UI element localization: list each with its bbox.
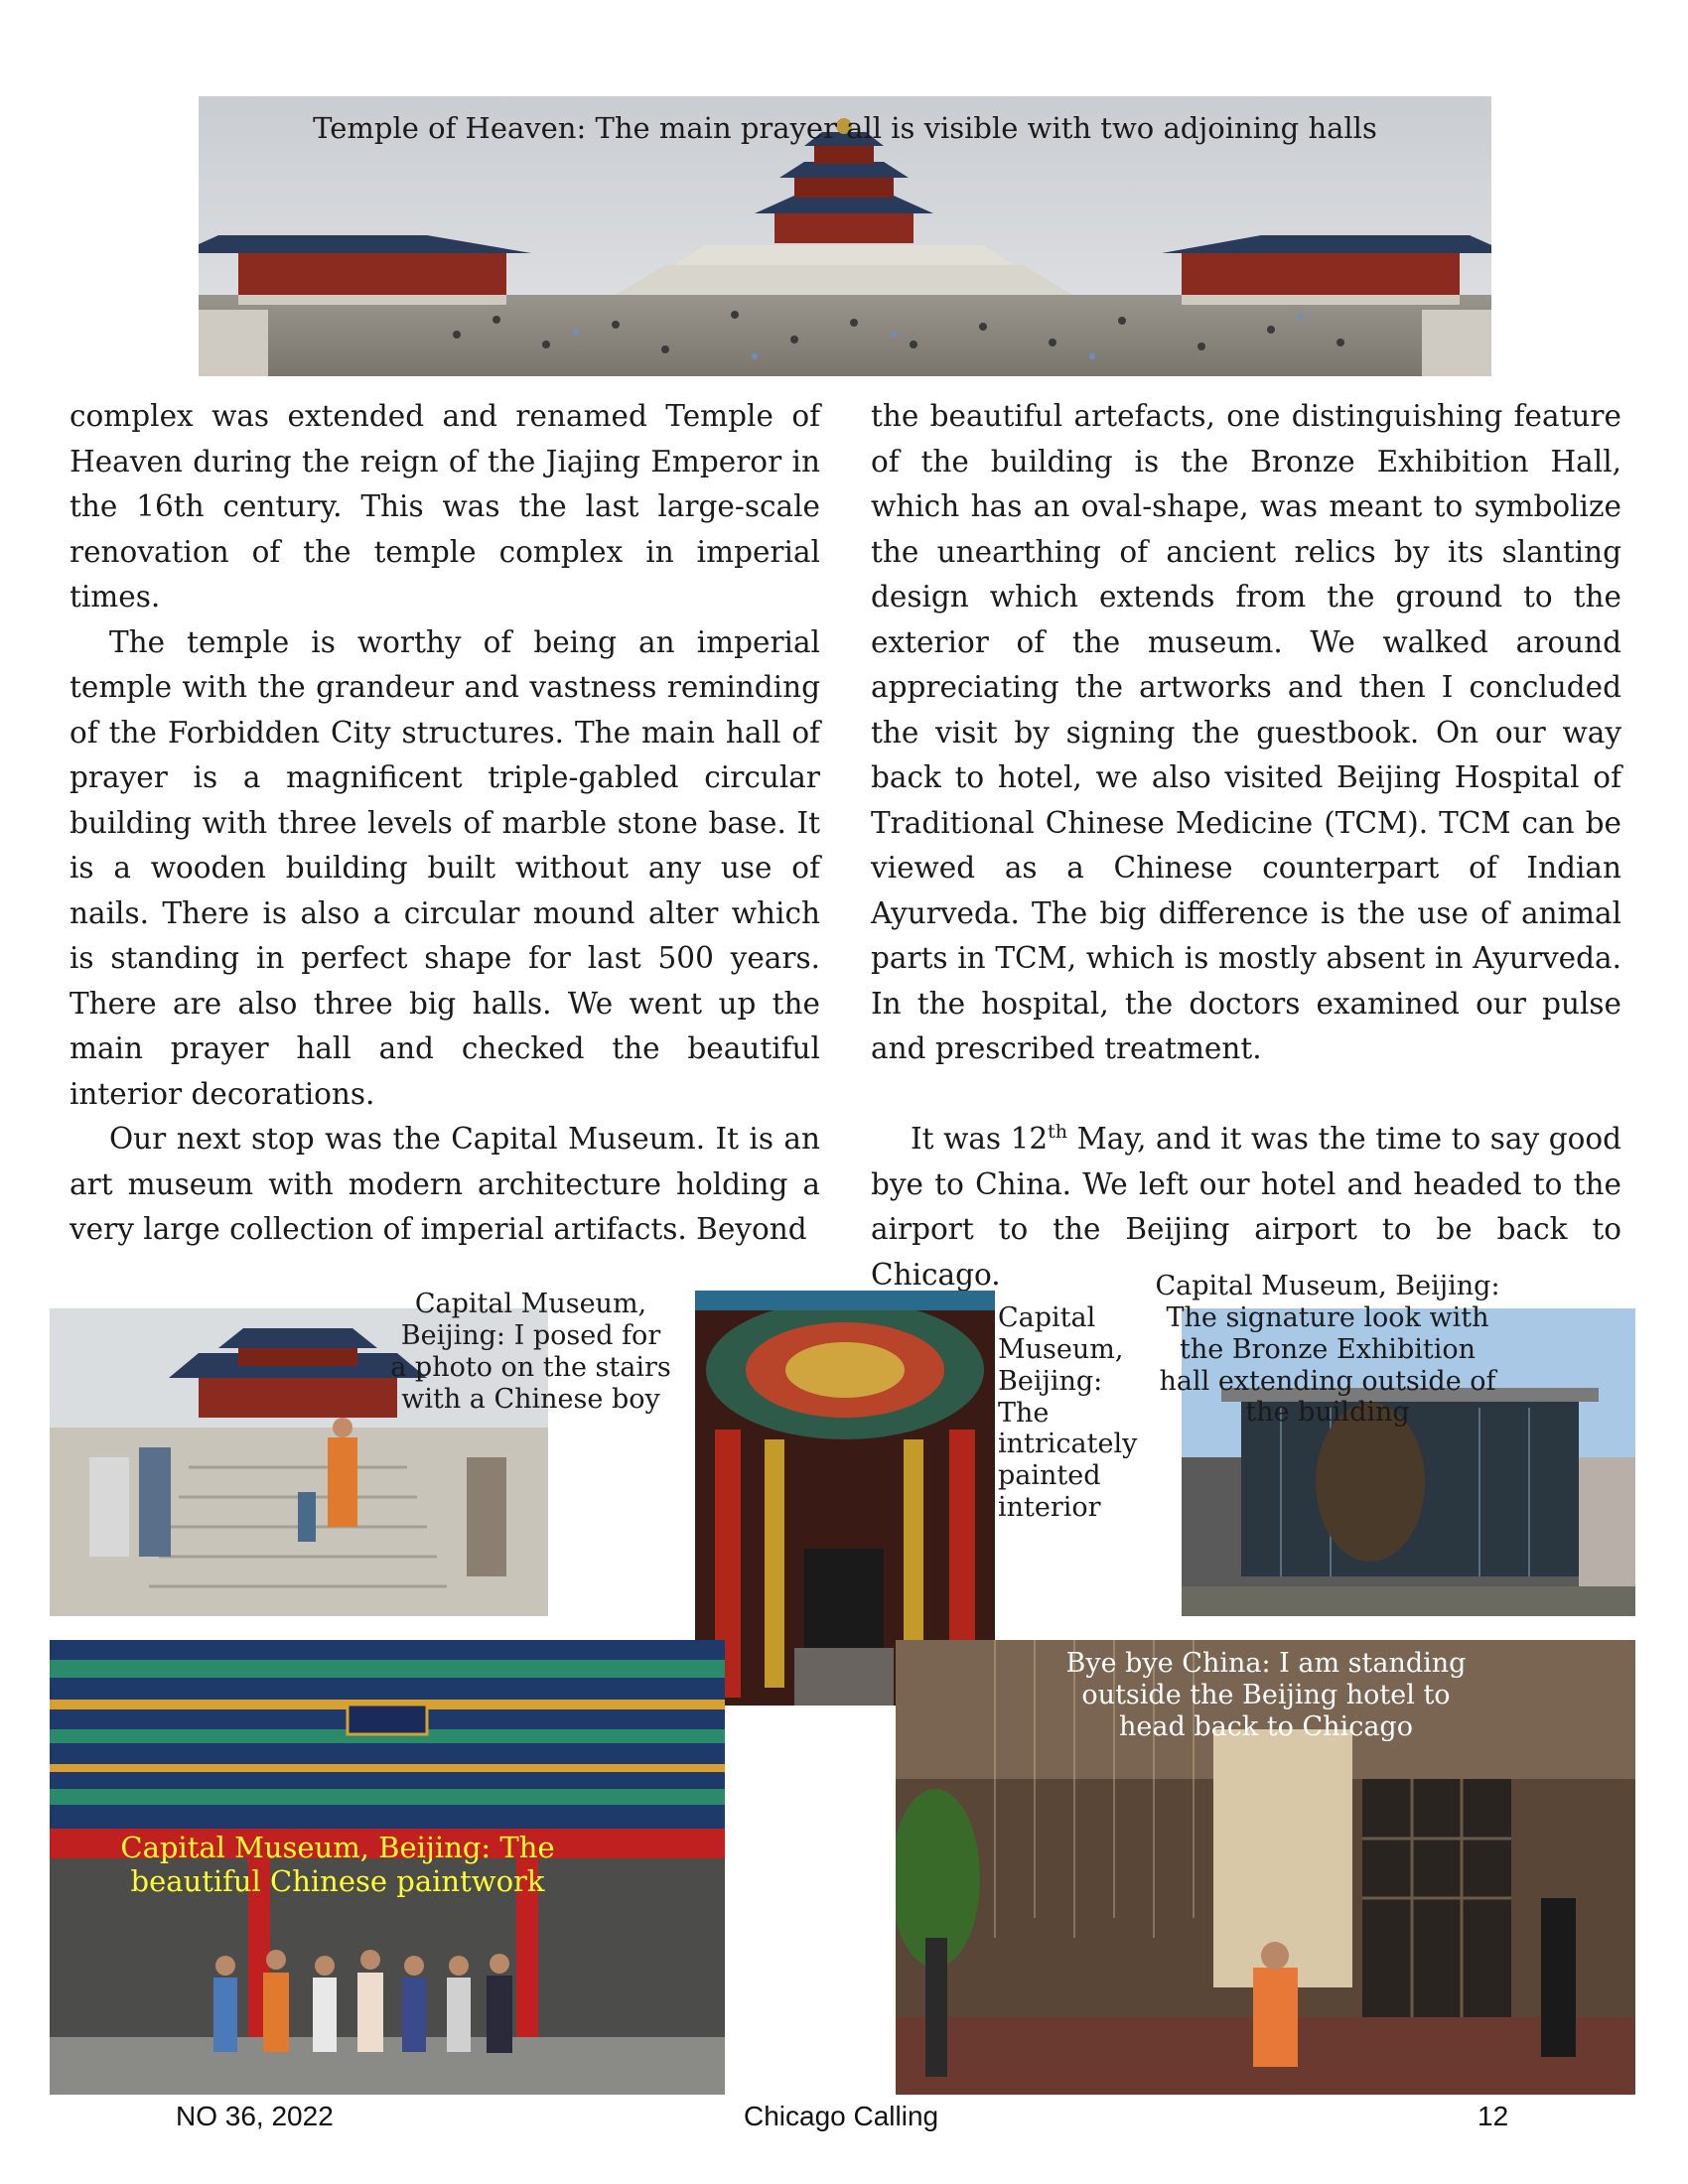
paintwork-photo-caption: Capital Museum, Beijing: The beautiful Chinese paintwork [120,1831,555,1899]
stairs-photo-caption: Capital Museum, Beijing: I posed for a photo on the stairs with a Chinese boy [390,1289,671,1415]
article-right-column [871,394,1621,1297]
interior-photo-caption: Capital Museum, Beijing: The intricately painted interior [998,1302,1138,1524]
article-paragraph: complex was extended and renamed Temple of Heaven during the reign of the Jiajing Emperor in the 16th century. This was the last large-scale renovation of the temple complex in imperial times. [70,399,820,614]
temple-of-heaven-caption: Temple of Heaven: The main prayer all is visible with two adjoining halls [313,111,1377,145]
article-text: It was 12 [911,1122,1049,1156]
bye-bye-photo-caption: Bye bye China: I am standing outside the Beijing hotel to head back to Chicago [1065,1648,1467,1742]
article-text: May, and it was the time to say good bye to China. We left our hotel and headed to the airport to the Beijing airport to be back to Chicago. [871,1122,1621,1292]
footer-page-number: 12 [1477,2101,1509,2131]
footer-magazine-name: Chicago Calling [744,2101,939,2131]
article-paragraph: Our next stop was the Capital Museum. It is an art museum with modern architecture holding a very large collection of imperial artifacts. Beyond [70,1122,820,1246]
date-ordinal: th [1048,1121,1068,1144]
article-paragraph: the beautiful artefacts, one distinguishing feature of the building is the Bronze Exhibition Hall, which has an oval-shape, was meant to symbolize the unearthing of ancient relics by its slanting design which extends from the ground to the exterior of the museum. We walked around appreciating the artworks and then I concluded the visit by signing the guestbook. On our way back to hotel, we also visited Beijing Hospital of Traditional Chinese Medicine (TCM). TCM can be viewed as a Chinese counterpart of Indian Ayurveda. The big difference is the use of animal parts in TCM, which is mostly absent in Ayurveda. In the hospital, the doctors examined our pulse and prescribed treatment. [871,399,1621,1065]
article-left-column [70,394,820,1253]
article-paragraph: The temple is worthy of being an imperial temple with the grandeur and vastness reminding of the Forbidden City structures. The main hall of prayer is a magnificent triple-gabled circular building with three levels of marble stone base. It is a wooden building built without any use of nails. There is also a circular mound alter which is standing in perfect shape for last 500 years. There are also three big halls. We went up the main prayer hall and checked the beautiful interior decorations. [70,624,820,1111]
bronze-hall-photo-caption: Capital Museum, Beijing: The signature look with the Bronze Exhibition hall extending outside of the building [1155,1271,1500,1429]
footer-issue: NO 36, 2022 [176,2101,334,2131]
